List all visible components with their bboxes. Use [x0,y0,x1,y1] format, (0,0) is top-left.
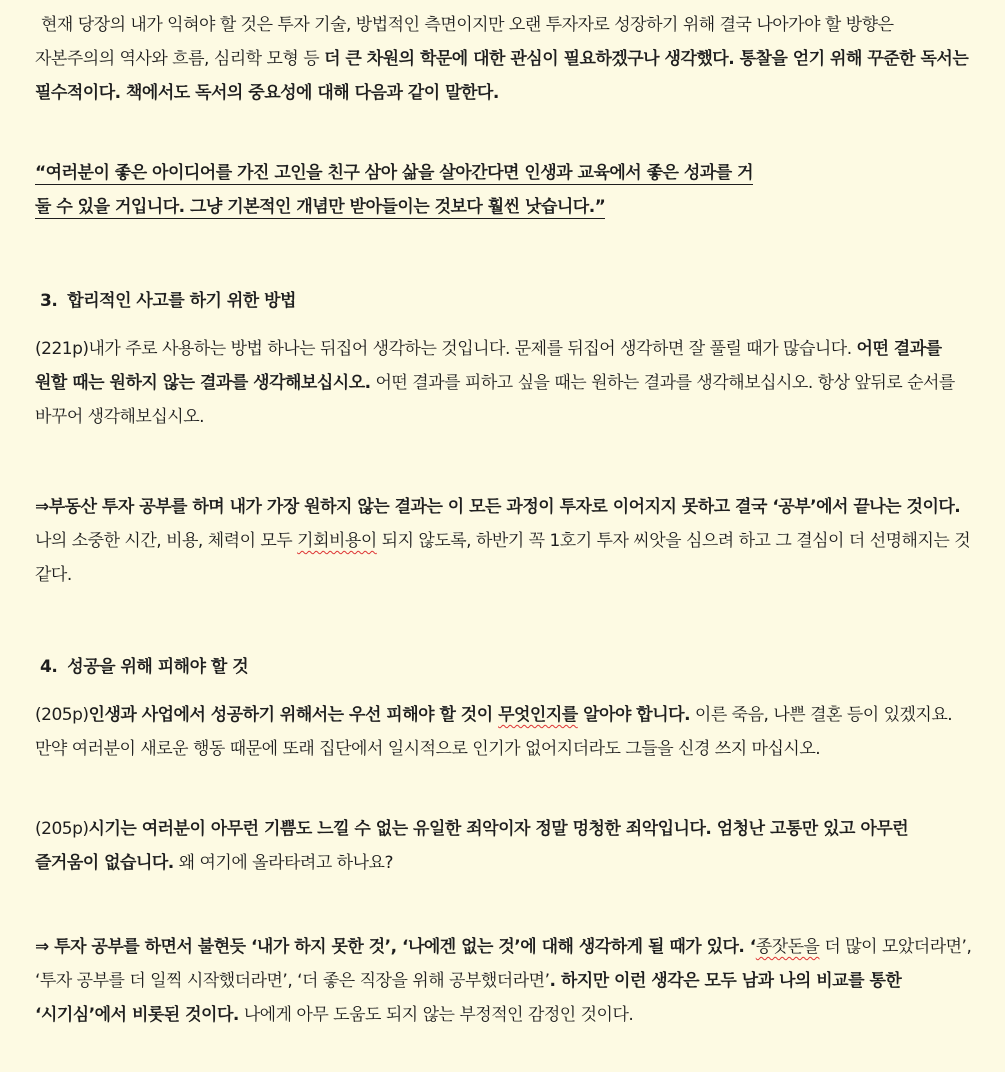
paragraph-205p-1 [35,698,975,766]
quote-line-2: 둘 수 있을 거입니다. 그냥 기본적인 개념만 받아들이는 것보다 훨씬 낫습니다.” [35,197,606,217]
spellcheck-word: 무엇인지를 [498,705,578,725]
text: 나에게 아무 도움도 되지 않는 부정적인 감정인 것이다. [238,1005,634,1025]
bold-text: . 하지만 이런 생각은 모두 남과 나의 비교를 통한 ‘시기심’에서 비롯된 것이다. [35,971,902,1025]
paragraph-221p [35,332,975,434]
bold-text: ⇒부동산 투자 공부를 하며 내가 가장 원하지 않는 결과는 이 모든 과정이 투자로 이어지지 못하고 결국 ‘공부’에서 끝나는 것이다. [35,497,961,517]
section-heading-4 [40,650,980,684]
bold-text: 어떤 결과를 원할 때는 원하지 않는 결과를 생각해보십시오. [35,339,942,393]
intro-bold-text: 더 큰 차원의 학문에 대한 관심이 필요하겠구나 생각했다. 통찰을 얻기 위해 꾸준한 독서는 필수적이다. 책에서도 독서의 중요성에 대해 다음과 같이 말한다. [35,49,969,103]
text: 더 많이 모았더라면’, ‘투자 공부를 더 일찍 시작했더라면’, ‘더 좋은 직장을 위해 공부했더라면’ [35,937,972,991]
paragraph-205p-2 [35,812,975,880]
quote-line-1: “여러분이 좋은 아이디어를 가진 고인을 친구 삼아 삶을 살아간다면 인생과 교육에서 좋은 성과를 거 [35,163,753,183]
bold-text: 시기는 여러분이 아무런 기쁨도 느낄 수 없는 유일한 죄악이자 정말 멍청한 죄악입니다. 엄청난 고통만 있고 아무런 즐거움이 없습니다. [35,819,909,873]
paragraph-intro [35,8,975,110]
intro-text: 현재 당장의 내가 익혀야 할 것은 투자 기술, 방법적인 측면이지만 오랜 투자자로 성장하기 위해 결국 나아가야 할 방향은 자본주의의 역사와 흐름, 심리학 모형 등 [35,15,894,69]
heading-text: 성공을 위해 피해야 할 것 [67,657,249,677]
page-ref: (205p) [35,705,89,725]
reflection-1 [35,490,975,592]
text: 나의 소중한 시간, 비용, 체력이 모두 [35,531,298,551]
heading-number: 4. [40,657,58,677]
bold-text: ⇒ 투자 공부를 하면서 불현듯 ‘내가 하지 못한 것’, ‘나에겐 없는 것’에 대해 생각하게 될 때가 있다. ‘ [35,937,756,957]
spellcheck-word: 종잣돈을 [755,937,820,957]
text: 어떤 결과를 피하고 싶을 때는 원하는 결과를 생각해보십시오. 항상 앞뒤로 순서를 바꾸어 생각해보십시오. [35,373,955,427]
text: (221p)내가 주로 사용하는 방법 하나는 뒤집어 생각하는 것입니다. 문제를 뒤집어 생각하면 잘 풀릴 때가 많습니다. [35,339,857,359]
bold-text: 인생과 사업에서 성공하기 위해서는 우선 피해야 할 것이 [88,705,499,725]
book-quote [35,156,975,224]
heading-number: 3. [40,291,58,311]
reflection-2 [35,930,975,1032]
text: 이른 죽음, 나쁜 결혼 등이 있겠지요. 만약 여러분이 새로운 행동 때문에 또래 집단에서 일시적으로 인기가 없어지더라도 그들을 신경 쓰지 마십시오. [35,705,953,759]
text: 왜 여기에 올라타려고 하나요? [173,853,393,873]
text: 되지 않도록, 하반기 꼭 1호기 투자 씨앗을 심으려 하고 그 결심이 더 선명해지는 것 같다. [35,531,971,585]
spellcheck-word: 기회비용이 [297,531,377,551]
section-heading-3 [40,284,980,318]
heading-text: 합리적인 사고를 하기 위한 방법 [67,291,296,311]
page-ref: (205p) [35,819,89,839]
bold-text: 알아야 합니다. [577,705,691,725]
